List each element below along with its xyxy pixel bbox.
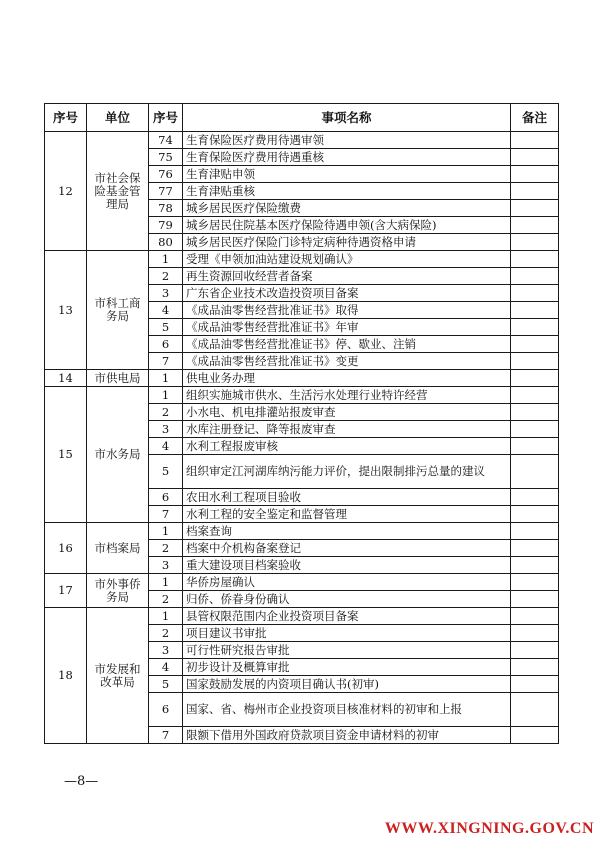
item-number: 79 (149, 217, 183, 234)
item-name: 组织审定江河湖库纳污能力评价，提出限制排污总量的建议 (183, 455, 511, 489)
item-name: 水利工程报废审核 (183, 438, 511, 455)
item-note (511, 489, 559, 506)
item-note (511, 336, 559, 353)
header-unit: 单位 (87, 104, 149, 132)
item-name: 国家鼓励发展的内资项目确认书(初审) (183, 676, 511, 693)
item-number: 3 (149, 557, 183, 574)
item-name: 生育津贴重核 (183, 183, 511, 200)
item-note (511, 727, 559, 744)
item-note (511, 268, 559, 285)
item-number: 7 (149, 727, 183, 744)
item-number: 4 (149, 659, 183, 676)
item-name: 生育保险医疗费用待遇审领 (183, 132, 511, 149)
item-name: 水利工程的安全鉴定和监督管理 (183, 506, 511, 523)
item-number: 1 (149, 523, 183, 540)
item-name: 初步设计及概算审批 (183, 659, 511, 676)
item-name: 档案中介机构备案登记 (183, 540, 511, 557)
item-note (511, 659, 559, 676)
table-row (45, 523, 559, 540)
item-note (511, 149, 559, 166)
item-note (511, 200, 559, 217)
item-name: 《成品油零售经营批准证书》年审 (183, 319, 511, 336)
dept-number: 15 (45, 387, 87, 523)
item-note (511, 676, 559, 693)
item-name: 城乡居民医疗保险门诊特定病种待遇资格申请 (183, 234, 511, 251)
item-number: 3 (149, 642, 183, 659)
dept-name: 市社会保险基金管理局 (87, 132, 149, 251)
dept-name: 市外事侨务局 (87, 574, 149, 608)
dept-number: 14 (45, 370, 87, 387)
item-note (511, 540, 559, 557)
item-note (511, 217, 559, 234)
item-note (511, 625, 559, 642)
item-name: 再生资源回收经营者备案 (183, 268, 511, 285)
matters-table (44, 103, 559, 744)
item-number: 75 (149, 149, 183, 166)
dept-name: 市供电局 (87, 370, 149, 387)
item-number: 2 (149, 268, 183, 285)
header-seq: 序号 (45, 104, 87, 132)
item-note (511, 285, 559, 302)
table-header-row (45, 104, 559, 132)
dept-name: 市水务局 (87, 387, 149, 523)
item-note (511, 132, 559, 149)
item-number: 6 (149, 693, 183, 727)
item-number: 4 (149, 302, 183, 319)
item-name: 生育津贴申领 (183, 166, 511, 183)
item-name: 组织实施城市供水、生活污水处理行业特许经营 (183, 387, 511, 404)
item-name: 限额下借用外国政府贷款项目资金申请材料的初审 (183, 727, 511, 744)
item-name: 县管权限范围内企业投资项目备案 (183, 608, 511, 625)
item-number: 4 (149, 438, 183, 455)
item-number: 5 (149, 455, 183, 489)
item-name: 城乡居民医疗保险缴费 (183, 200, 511, 217)
item-name: 国家、省、梅州市企业投资项目核准材料的初审和上报 (183, 693, 511, 727)
item-name: 《成品油零售经营批准证书》变更 (183, 353, 511, 370)
dept-name: 市档案局 (87, 523, 149, 574)
table-body (45, 132, 559, 744)
table-row (45, 574, 559, 591)
item-note (511, 506, 559, 523)
item-number: 2 (149, 404, 183, 421)
dept-number: 12 (45, 132, 87, 251)
item-number: 74 (149, 132, 183, 149)
table-row (45, 251, 559, 268)
item-note (511, 387, 559, 404)
item-note (511, 319, 559, 336)
item-name: 水库注册登记、降等报废审查 (183, 421, 511, 438)
item-number: 2 (149, 591, 183, 608)
item-name: 重大建设项目档案验收 (183, 557, 511, 574)
dept-number: 18 (45, 608, 87, 744)
item-name: 《成品油零售经营批准证书》停、歇业、注销 (183, 336, 511, 353)
item-name: 广东省企业技术改造投资项目备案 (183, 285, 511, 302)
dept-number: 13 (45, 251, 87, 370)
item-note (511, 166, 559, 183)
site-watermark: WWW.XINGNING.GOV.CN (384, 820, 594, 837)
page-number: —8— (64, 774, 99, 789)
item-number: 1 (149, 370, 183, 387)
item-number: 1 (149, 251, 183, 268)
item-name: 归侨、侨眷身份确认 (183, 591, 511, 608)
header-item-seq: 序号 (149, 104, 183, 132)
item-number: 2 (149, 625, 183, 642)
item-number: 3 (149, 421, 183, 438)
item-note (511, 353, 559, 370)
item-name: 项目建议书审批 (183, 625, 511, 642)
item-name: 生育保险医疗费用待遇重核 (183, 149, 511, 166)
dept-number: 16 (45, 523, 87, 574)
item-number: 5 (149, 676, 183, 693)
item-note (511, 183, 559, 200)
header-note: 备注 (511, 104, 559, 132)
item-number: 6 (149, 336, 183, 353)
item-name: 供电业务办理 (183, 370, 511, 387)
table-row (45, 132, 559, 149)
item-number: 7 (149, 353, 183, 370)
item-note (511, 302, 559, 319)
item-number: 6 (149, 489, 183, 506)
item-note (511, 642, 559, 659)
item-note (511, 455, 559, 489)
item-number: 2 (149, 540, 183, 557)
table-row (45, 370, 559, 387)
item-name: 农田水利工程项目验收 (183, 489, 511, 506)
item-name: 档案查询 (183, 523, 511, 540)
item-number: 7 (149, 506, 183, 523)
item-number: 78 (149, 200, 183, 217)
item-number: 77 (149, 183, 183, 200)
item-number: 80 (149, 234, 183, 251)
item-name: 受理《申领加油站建设规划确认》 (183, 251, 511, 268)
item-number: 3 (149, 285, 183, 302)
item-name: 《成品油零售经营批准证书》取得 (183, 302, 511, 319)
header-item-name: 事项名称 (183, 104, 511, 132)
table-row (45, 387, 559, 404)
item-note (511, 251, 559, 268)
item-number: 1 (149, 387, 183, 404)
item-number: 76 (149, 166, 183, 183)
dept-name: 市发展和改革局 (87, 608, 149, 744)
item-note (511, 438, 559, 455)
item-number: 5 (149, 319, 183, 336)
item-name: 小水电、机电排灌站报废审查 (183, 404, 511, 421)
item-number: 1 (149, 608, 183, 625)
dept-number: 17 (45, 574, 87, 608)
item-note (511, 591, 559, 608)
item-note (511, 574, 559, 591)
item-number: 1 (149, 574, 183, 591)
item-note (511, 523, 559, 540)
dept-name: 市科工商务局 (87, 251, 149, 370)
item-note (511, 608, 559, 625)
item-name: 可行性研究报告审批 (183, 642, 511, 659)
item-name: 城乡居民住院基本医疗保险待遇申领(含大病保险) (183, 217, 511, 234)
item-note (511, 404, 559, 421)
item-name: 华侨房屋确认 (183, 574, 511, 591)
item-note (511, 557, 559, 574)
item-note (511, 421, 559, 438)
table-row (45, 608, 559, 625)
item-note (511, 370, 559, 387)
item-note (511, 693, 559, 727)
item-note (511, 234, 559, 251)
